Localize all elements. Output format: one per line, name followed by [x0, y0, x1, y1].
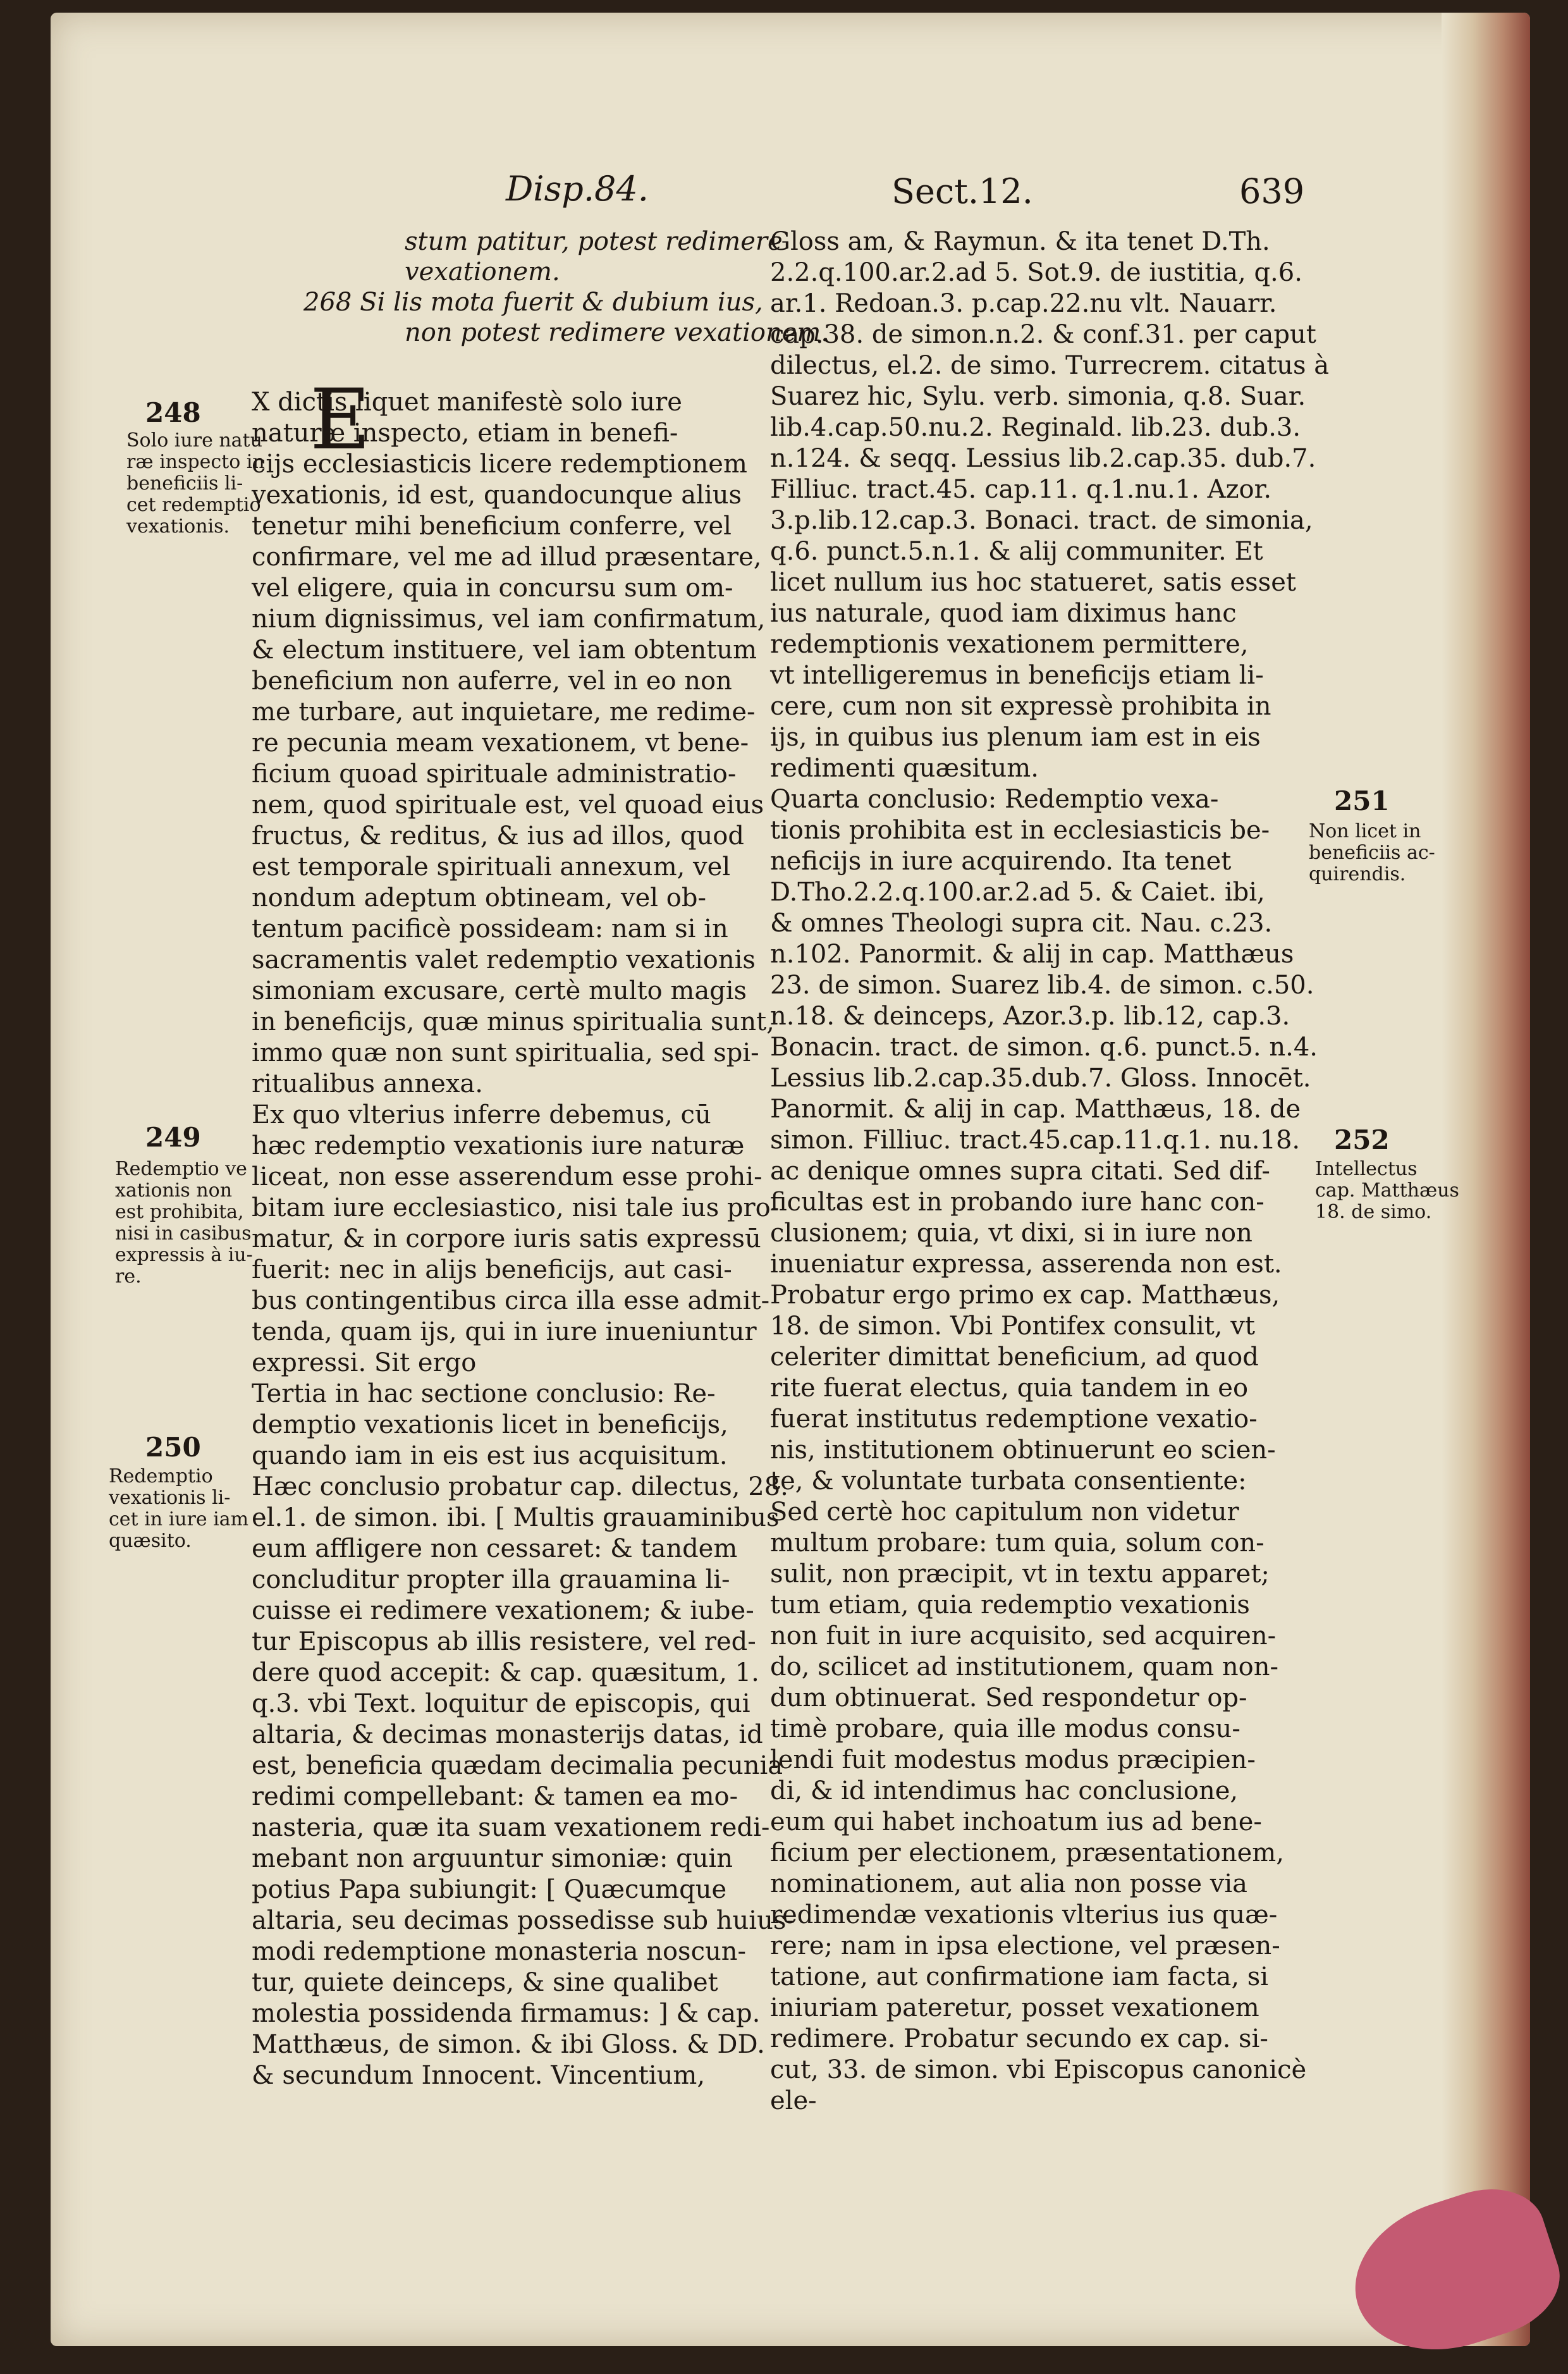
right-column-line: celeriter dimittat beneficium, ad quod [770, 1343, 1259, 1372]
margin-note-line: cap. Matthæus [1315, 1179, 1459, 1202]
right-column-line: tionis prohibita est in ecclesiasticis be- [770, 816, 1270, 845]
left-column-line: bus contingentibus circa illa esse admit- [252, 1286, 770, 1315]
right-column-line: cap.38. de simon.n.2. & conf.31. per caput [770, 320, 1316, 349]
left-column-line: tur, quiete deinceps, & sine qualibet [252, 1968, 718, 1997]
margin-note-252 [1315, 1159, 1459, 1223]
right-column-line: redimenti quæsitum. [770, 754, 1039, 783]
right-column-line: 23. de simon. Suarez lib.4. de simon. c.50. [770, 971, 1314, 1000]
margin-note-line: beneficiis ac- [1309, 842, 1435, 864]
left-column-line: in beneficijs, quæ minus spiritualia sunt, [252, 1007, 775, 1036]
left-column-line: Matthæus, de simon. & ibi Gloss. & DD. [252, 2030, 765, 2059]
left-column-line: tenda, quam ijs, qui in iure inueniuntur [252, 1317, 757, 1346]
left-column-line: beneficium non auferre, vel in eo non [252, 667, 732, 696]
margin-note-249-number: 249 [145, 1122, 201, 1153]
right-column-line: dum obtinuerat. Sed respondetur op- [770, 1683, 1247, 1713]
right-column-line: n.102. Panormit. & alij in cap. Matthæus [770, 940, 1294, 969]
right-column-line: Bonacin. tract. de simon. q.6. punct.5. n.4. [770, 1033, 1318, 1062]
right-column-line: Gloss am, & Raymun. & ita tenet D.Th. [770, 227, 1270, 256]
right-column-line: 3.p.lib.12.cap.3. Bonaci. tract. de simonia, [770, 506, 1313, 535]
right-column-line: eum qui habet inchoatum ius ad bene- [770, 1807, 1262, 1836]
margin-note-line: Intellectus [1315, 1158, 1418, 1180]
left-column-line: Tertia in hac sectione conclusio: Re- [252, 1379, 716, 1408]
right-column-line: non fuit in iure acquisito, sed acquiren- [770, 1621, 1277, 1651]
left-column-line: me turbare, aut inquietare, me redime- [252, 698, 756, 727]
right-column-line: di, & id intendimus hac conclusione, [770, 1776, 1239, 1805]
left-column-line: nondum adeptum obtineam, vel ob- [252, 883, 707, 913]
left-column-line: molestia possidenda firmamus: ] & cap. [252, 1999, 761, 2028]
left-column-line: matur, & in corpore iuris satis expressū [252, 1224, 761, 1253]
left-column-line: potius Papa subiungit: [ Quæcumque [252, 1875, 727, 1904]
right-column-line: licet nullum ius hoc statueret, satis esset [770, 568, 1296, 597]
left-column-line: ficium quoad spirituale administratio- [252, 760, 737, 789]
left-column-line: est temporale spirituali annexum, vel [252, 852, 731, 882]
page-number: 639 [1239, 171, 1305, 211]
left-column-line: eum affligere non cessaret: & tandem [252, 1534, 738, 1563]
left-column-line: liceat, non esse asserendum esse prohi- [252, 1162, 763, 1191]
left-column-line: ritualibus annexa. [252, 1069, 483, 1098]
right-column-line: te, & voluntate turbata consentiente: [770, 1467, 1247, 1496]
right-column-line: Panormit. & alij in cap. Matthæus, 18. de [770, 1095, 1301, 1124]
right-column-line: clusionem; quia, vt dixi, si in iure non [770, 1219, 1253, 1248]
right-column-line: sulit, non præcipit, vt in textu apparet; [770, 1559, 1270, 1589]
left-column-line: simoniam excusare, certè multo magis [252, 976, 747, 1006]
summary-line-1: stum patitur, potest redimere [405, 227, 783, 256]
left-column-line: & secundum Innocent. Vincentium, [252, 2061, 706, 2090]
right-column-line: rere; nam in ipsa electione, vel præsen- [770, 1931, 1280, 1960]
right-column-line: Probatur ergo primo ex cap. Matthæus, [770, 1281, 1280, 1310]
summary-line-4: non potest redimere vexationem. [405, 318, 830, 347]
left-column-line: naturæ inspecto, etiam in benefi- [252, 419, 678, 448]
left-column-line: hæc redemptio vexationis iure naturæ [252, 1131, 745, 1160]
right-column-line: redimere. Probatur secundo ex cap. si- [770, 2024, 1268, 2053]
right-column-line: q.6. punct.5.n.1. & alij communiter. Et [770, 537, 1263, 566]
book-page [51, 13, 1530, 2346]
margin-note-line: expressis à iu- [115, 1244, 253, 1266]
left-column-line: confirmare, vel me ad illud præsentare, [252, 543, 762, 572]
right-column-line: fuerat institutus redemptione vexatio- [770, 1405, 1258, 1434]
drop-cap: E [310, 371, 371, 469]
left-column-line: mebant non arguuntur simoniæ: quin [252, 1844, 733, 1873]
left-column-line: fuerit: nec in alijs beneficijs, aut casi- [252, 1255, 732, 1284]
left-column-line: vexationis, id est, quandocunque alius [252, 481, 742, 510]
left-column-line: concluditur propter illa grauamina li- [252, 1565, 730, 1594]
right-column-line: ar.1. Redoan.3. p.cap.22.nu vlt. Nauarr. [770, 289, 1277, 318]
left-column-line: dere quod accepit: & cap. quæsitum, 1. [252, 1658, 759, 1687]
right-column-line: lendi fuit modestus modus præcipien- [770, 1745, 1256, 1774]
right-column-line: nis, institutionem obtinuerunt eo scien- [770, 1436, 1276, 1465]
left-column-line: vel eligere, quia in concursu sum om- [252, 574, 733, 603]
left-column-line: nem, quod spirituale est, vel quoad eius [252, 790, 764, 820]
margin-note-252-number: 252 [1334, 1124, 1390, 1155]
right-column-line: neficijs in iure acquirendo. Ita tenet [770, 847, 1232, 876]
left-column-line: cijs ecclesiasticis licere redemptionem [252, 450, 747, 479]
right-column-line: rite fuerat electus, quia tandem in eo [770, 1374, 1249, 1403]
left-column-line: q.3. vbi Text. loquitur de episcopis, qui [252, 1689, 750, 1718]
left-column-line: sacramentis valet redemptio vexationis [252, 945, 756, 975]
header-disputation: Disp.84. [506, 169, 649, 209]
right-column-line: nominationem, aut alia non posse via [770, 1869, 1247, 1898]
header-section: Sect.12. [891, 171, 1033, 211]
margin-note-248-number: 248 [145, 397, 201, 428]
left-column-line: modi redemptione monasteria noscun- [252, 1937, 747, 1966]
margin-note-250-number: 250 [145, 1432, 201, 1463]
right-column-line: ius naturale, quod iam diximus hanc [770, 599, 1237, 628]
right-column-line: ac denique omnes supra citati. Sed dif- [770, 1157, 1270, 1186]
left-column-line: altaria, seu decimas possedisse sub huius- [252, 1906, 795, 1935]
left-column-line: redimi compellebant: & tamen ea mo- [252, 1782, 738, 1811]
left-column-line: immo quæ non sunt spiritualia, sed spi- [252, 1038, 759, 1067]
margin-note-line: est prohibita, [115, 1201, 244, 1223]
right-column-line: n.18. & deinceps, Azor.3.p. lib.12, cap.3. [770, 1002, 1290, 1031]
margin-note-line: cet in iure iam [109, 1508, 249, 1530]
right-column-line: tatione, aut confirmatione iam facta, si [770, 1962, 1269, 1991]
right-column-line: Suarez hic, Sylu. verb. simonia, q.8. Suar. [770, 382, 1306, 411]
right-column-line: ficultas est in probando iure hanc con- [770, 1188, 1265, 1217]
right-column-line: vt intelligeremus in beneficijs etiam li- [770, 661, 1264, 690]
left-column-line: nium dignissimus, vel iam confirmatum, [252, 605, 766, 634]
margin-note-line: xationis non [115, 1179, 233, 1202]
left-column-line: nasteria, quæ ita suam vexationem redi- [252, 1813, 770, 1842]
right-column-line: n.124. & seqq. Lessius lib.2.cap.35. dub.7. [770, 444, 1316, 473]
left-column-line: Hæc conclusio probatur cap. dilectus, 28. [252, 1472, 788, 1501]
right-column-line: timè probare, quia ille modus consu- [770, 1714, 1240, 1744]
right-column-line: dilectus, el.2. de simo. Turrecrem. citatus à [770, 351, 1330, 380]
right-column-line: Sed certè hoc capitulum non videtur [770, 1498, 1239, 1527]
left-column-line: altaria, & decimas monasterijs datas, id [252, 1720, 763, 1749]
left-column-line: X dictis liquet manifestè solo iure [252, 388, 682, 417]
right-column-line: do, scilicet ad institutionem, quam non- [770, 1652, 1278, 1682]
left-column-line: tentum pacificè possideam: nam si in [252, 914, 728, 944]
margin-note-line: re. [115, 1265, 142, 1288]
left-column-line: expressi. Sit ergo [252, 1348, 477, 1377]
left-column-line: tenetur mihi beneficium conferre, vel [252, 512, 732, 541]
margin-note-line: vexationis. [126, 515, 230, 538]
summary-line-2: vexationem. [405, 257, 560, 286]
margin-note-248 [126, 430, 265, 538]
margin-note-line: vexationis li- [109, 1487, 231, 1509]
margin-note-250 [109, 1466, 248, 1552]
margin-note-line: beneficiis li- [126, 472, 243, 495]
left-column-line: demptio vexationis licet in beneficijs, [252, 1410, 728, 1439]
right-column-line: Quarta conclusio: Redemptio vexa- [770, 785, 1219, 814]
right-column-line: redemptionis vexationem permittere, [770, 630, 1249, 659]
right-column-line: 2.2.q.100.ar.2.ad 5. Sot.9. de iustitia, q.6. [770, 258, 1302, 287]
margin-note-line: Solo iure natu [126, 429, 262, 452]
right-column-line: D.Tho.2.2.q.100.ar.2.ad 5. & Caiet. ibi, [770, 878, 1265, 907]
right-column-line: cere, cum non sit expressè prohibita in [770, 692, 1271, 721]
left-column [252, 387, 795, 2091]
margin-note-249 [115, 1159, 253, 1288]
margin-note-line: ræ inspecto in [126, 451, 265, 473]
margin-note-line: quæsito. [109, 1530, 192, 1552]
right-column-line: tum etiam, quia redemptio vexationis [770, 1590, 1250, 1620]
margin-note-line: Redemptio [109, 1465, 213, 1487]
right-column-line: multum probare: tum quia, solum con- [770, 1528, 1265, 1558]
left-column-line: fructus, & reditus, & ius ad illos, quod [252, 821, 744, 851]
left-column-line: el.1. de simon. ibi. [ Multis grauaminibus [252, 1503, 780, 1532]
left-column-line: quando iam in eis est ius acquisitum. [252, 1441, 728, 1470]
right-column-line: cut, 33. de simon. vbi Episcopus canonicè [770, 2055, 1307, 2084]
left-column-line: tur Episcopus ab illis resistere, vel red- [252, 1627, 756, 1656]
summary-line-3: 268 Si lis mota fuerit & dubium ius, [303, 288, 763, 317]
right-column-line: lib.4.cap.50.nu.2. Reginald. lib.23. dub.3. [770, 413, 1301, 442]
right-column-line: & omnes Theologi supra cit. Nau. c.23. [770, 909, 1273, 938]
left-column-line: cuisse ei redimere vexationem; & iube- [252, 1596, 754, 1625]
margin-note-line: quirendis. [1309, 863, 1406, 885]
margin-note-line: cet redemptio [126, 494, 261, 516]
margin-note-251 [1309, 821, 1435, 885]
margin-note-line: Redemptio ve [115, 1158, 247, 1180]
right-column-line: ficium per electionem, præsentationem, [770, 1838, 1284, 1867]
margin-note-line: Non licet in [1309, 820, 1421, 842]
right-column-line: Lessius lib.2.cap.35.dub.7. Gloss. Innocēt. [770, 1064, 1311, 1093]
right-column-line: ele- [770, 2086, 817, 2115]
left-column-line: Ex quo vlterius inferre debemus, cū [252, 1100, 711, 1129]
left-column-line: re pecunia meam vexationem, vt bene- [252, 729, 749, 758]
margin-note-251-number: 251 [1334, 785, 1390, 816]
right-column-line: ijs, in quibus ius plenum iam est in eis [770, 723, 1261, 752]
right-column-line: Filliuc. tract.45. cap.11. q.1.nu.1. Azor. [770, 475, 1272, 504]
right-column-line: 18. de simon. Vbi Pontifex consulit, vt [770, 1312, 1255, 1341]
right-column-line: simon. Filliuc. tract.45.cap.11.q.1. nu.18. [770, 1126, 1301, 1155]
left-column-line: est, beneficia quædam decimalia pecunia [252, 1751, 783, 1780]
right-column-line: redimendæ vexationis vlterius ius quæ- [770, 1900, 1278, 1929]
left-column-line: bitam iure ecclesiastico, nisi tale ius pro- [252, 1193, 780, 1222]
margin-note-line: nisi in casibus [115, 1222, 252, 1245]
margin-note-line: 18. de simo. [1315, 1201, 1432, 1223]
right-column [770, 226, 1329, 2117]
right-column-line: iniuriam pateretur, posset vexationem [770, 1993, 1259, 2022]
right-column-line: inueniatur expressa, asserenda non est. [770, 1250, 1282, 1279]
left-column-line: & electum instituere, vel iam obtentum [252, 636, 757, 665]
